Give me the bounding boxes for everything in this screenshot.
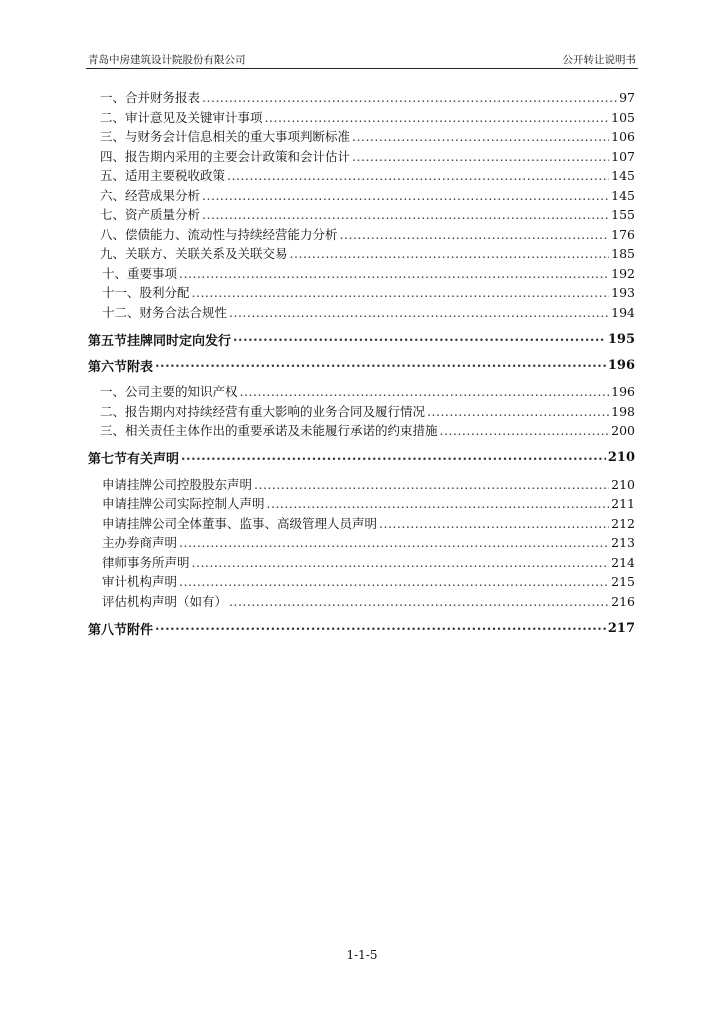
toc-entry[interactable]: 申请挂牌公司控股股东声明 ..... 210 [88, 475, 635, 495]
toc-entry[interactable]: 八、 偿债能力、流动性与持续经营能力分析 ..... 176 [88, 225, 635, 245]
toc-entry[interactable]: 主办券商声明 ..... 213 [88, 533, 635, 553]
company-name: 青岛中房建筑设计院股份有限公司 [88, 54, 246, 66]
toc-entry[interactable]: 十一、股利分配 ..... 193 [88, 283, 635, 303]
toc-entry[interactable]: 四、 报告期内采用的主要会计政策和会计估计 ..... 107 [88, 147, 635, 167]
toc-entry[interactable]: 一、 合并财务报表 ..... 97 [88, 88, 635, 108]
toc-entry[interactable]: 三、 与财务会计信息相关的重大事项判断标准 ..... 106 [88, 127, 635, 147]
toc-entry[interactable]: 律师事务所声明 ..... 214 [88, 553, 635, 573]
toc-section-8[interactable]: 第八节 附件 ..... 217 [88, 615, 635, 641]
toc-entry[interactable]: 评估机构声明（如有） ..... 216 [88, 592, 635, 612]
toc-entry[interactable]: 十二、财务合法合规性 ..... 194 [88, 303, 635, 323]
page-number: 1-1-5 [346, 948, 378, 962]
toc-entry[interactable]: 一、 公司主要的知识产权 ..... 196 [88, 382, 635, 402]
toc-entry[interactable]: 九、 关联方、关联关系及关联交易 ..... 185 [88, 244, 635, 264]
toc-entry[interactable]: 二、 报告期内对持续经营有重大影响的业务合同及履行情况 ..... 198 [88, 402, 635, 422]
toc-section-6[interactable]: 第六节 附表 ..... 196 [88, 352, 635, 378]
toc-entry[interactable]: 申请挂牌公司全体董事、监事、高级管理人员声明 ..... 212 [88, 514, 635, 534]
toc-section-5[interactable]: 第五节 挂牌同时定向发行 ..... 195 [88, 326, 635, 352]
document-name: 公开转让说明书 [562, 54, 636, 66]
table-of-contents [88, 88, 635, 641]
toc-entry[interactable]: 三、 相关责任主体作出的重要承诺及未能履行承诺的约束措施 ..... 200 [88, 421, 635, 441]
toc-entry[interactable]: 六、 经营成果分析 ..... 145 [88, 186, 635, 206]
toc-entry[interactable]: 申请挂牌公司实际控制人声明 ..... 211 [88, 494, 635, 514]
toc-entry[interactable]: 七、 资产质量分析 ..... 155 [88, 205, 635, 225]
page-header [86, 48, 638, 69]
toc-entry[interactable]: 二、 审计意见及关键审计事项 ..... 105 [88, 108, 635, 128]
toc-entry[interactable]: 五、 适用主要税收政策 ..... 145 [88, 166, 635, 186]
toc-entry[interactable]: 审计机构声明 ..... 215 [88, 572, 635, 592]
toc-section-7[interactable]: 第七节 有关声明 ..... 210 [88, 445, 635, 471]
toc-entry[interactable]: 十、重要事项 ..... 192 [88, 264, 635, 284]
